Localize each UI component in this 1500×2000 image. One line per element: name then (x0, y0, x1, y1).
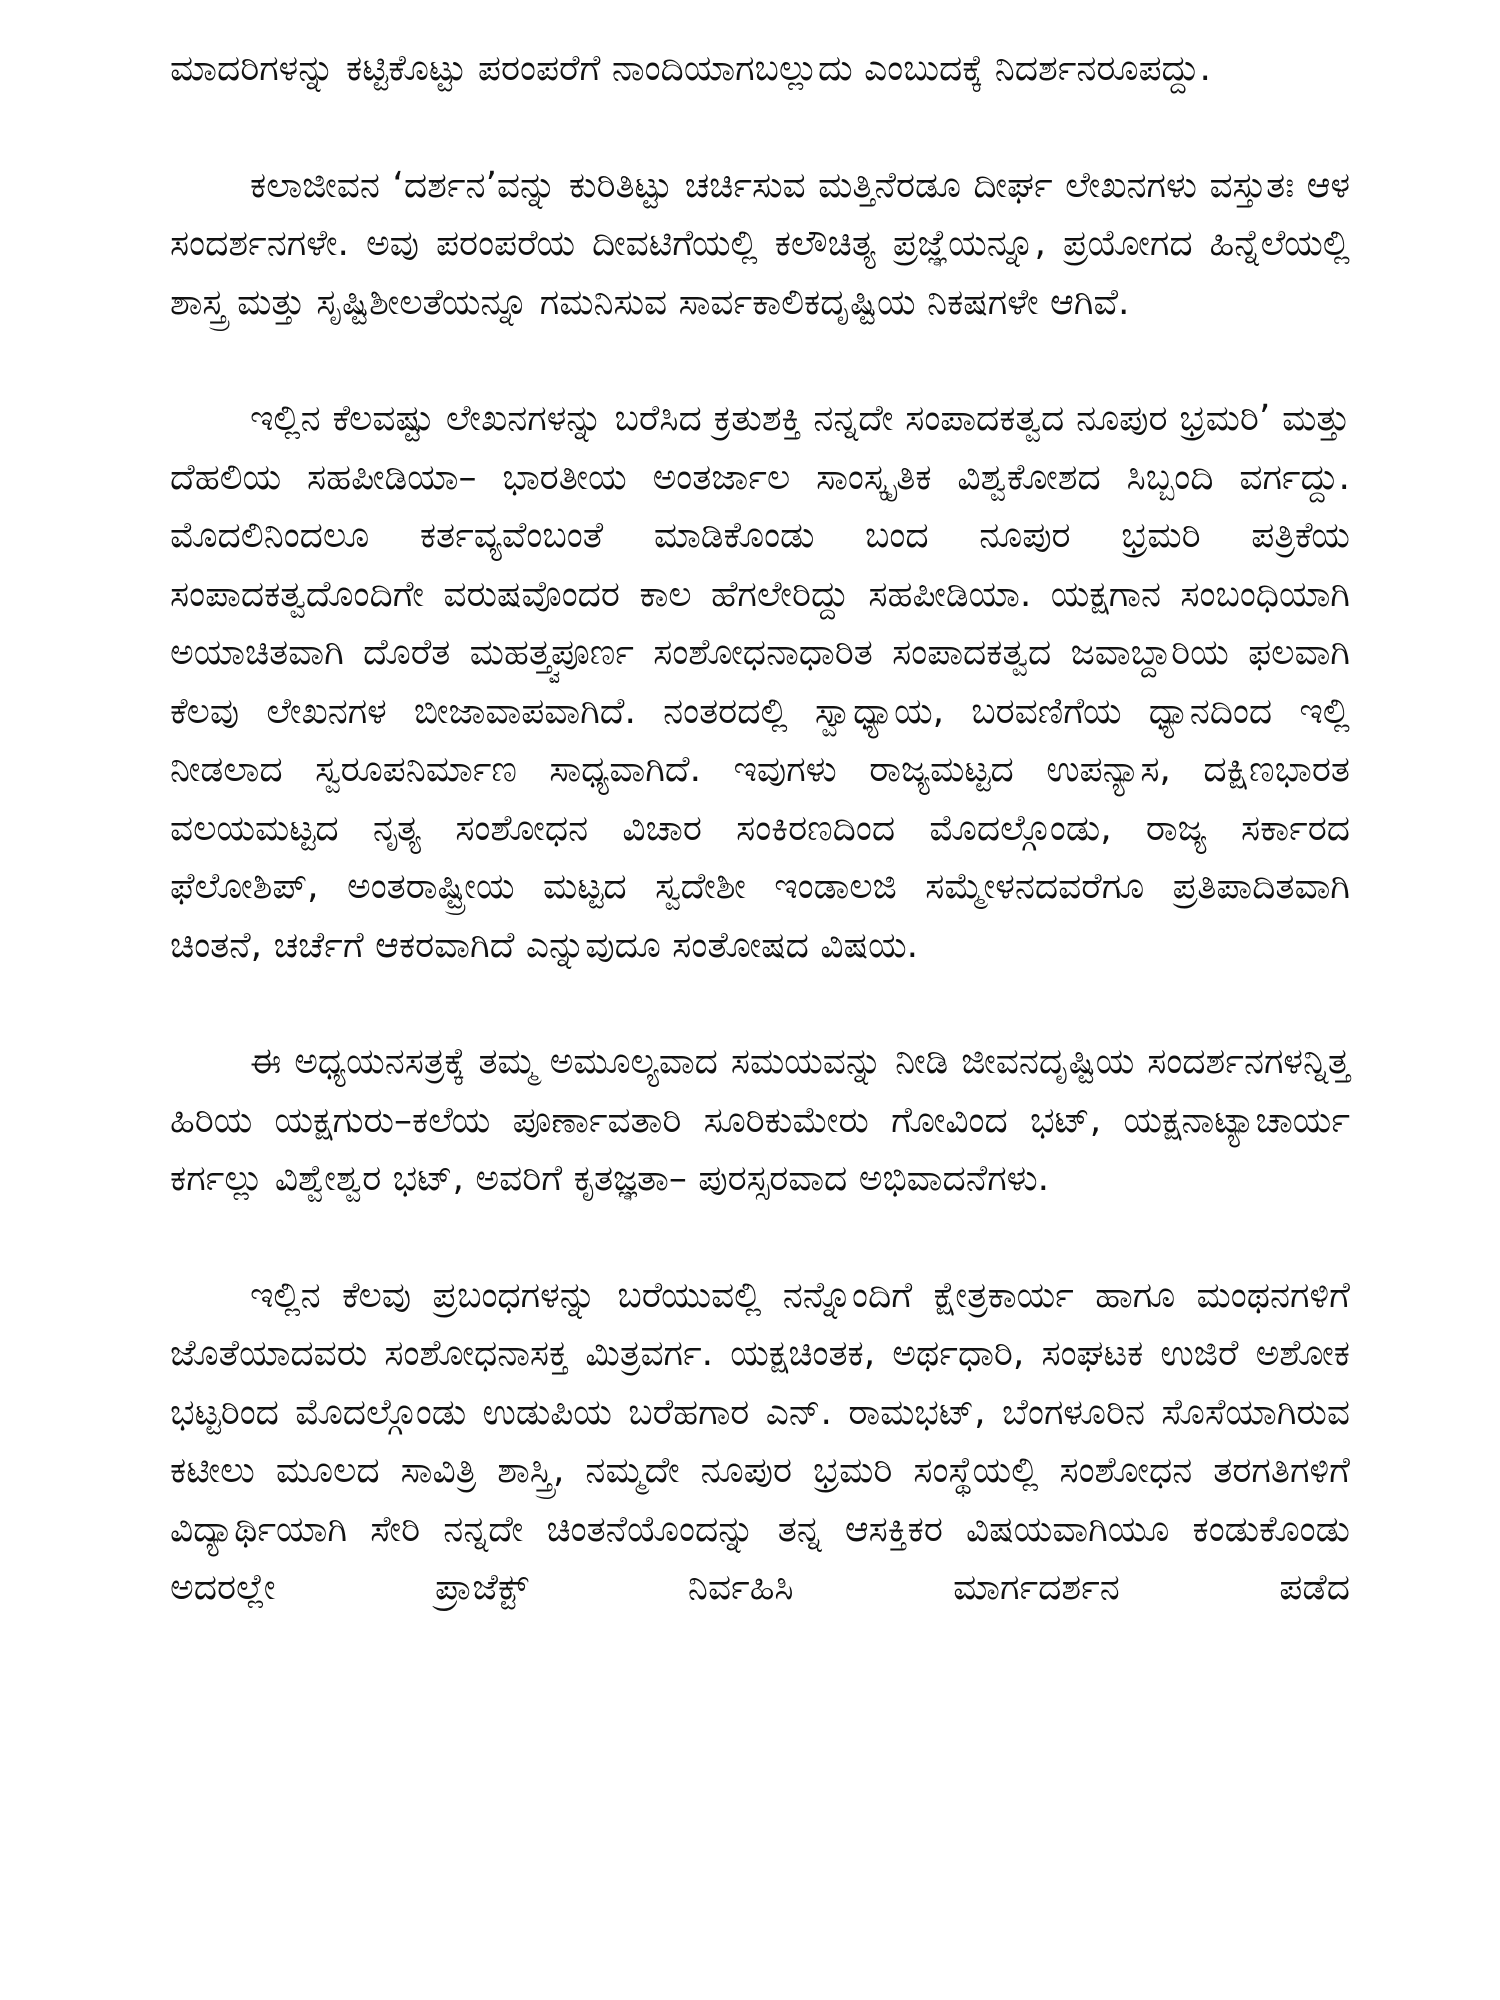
document-page (170, 40, 1350, 1618)
paragraph-lekhana-origin: ಇಲ್ಲಿನ ಕೆಲವಷ್ಟು ಲೇಖನಗಳನ್ನು ಬರೆಸಿದ ಕ್ರತುಶಕ್ತಿ ನನ್ನದೇ ಸಂಪಾದಕತ್ವದ ನೂಪುರ ಭ್ರಮರಿ’ ಮತ್ತು ದೆಹಲಿಯ ಸಹಪೀಡಿಯಾ– ಭಾರತೀಯ ಅಂತರ್ಜಾಲ ಸಾಂಸ್ಕೃತಿಕ ವಿಶ್ವಕೋಶದ ಸಿಬ್ಬಂದಿ ವರ್ಗದ್ದು. ಮೊದಲಿನಿಂದಲೂ ಕರ್ತವ್ಯವೆಂಬಂತೆ ಮಾಡಿಕೊಂಡು ಬಂದ ನೂಪುರ ಭ್ರಮರಿ ಪತ್ರಿಕೆಯ ಸಂಪಾದಕತ್ವದೊಂದಿಗೇ ವರುಷವೊಂದರ ಕಾಲ ಹೆಗಲೇರಿದ್ದು ಸಹಪೀಡಿಯಾ. ಯಕ್ಷಗಾನ ಸಂಬಂಧಿಯಾಗಿ ಅಯಾಚಿತವಾಗಿ ದೊರೆತ ಮಹತ್ತ್ವಪೂರ್ಣ ಸಂಶೋಧನಾಧಾರಿತ ಸಂಪಾದಕತ್ವದ ಜವಾಬ್ದಾರಿಯ ಫಲವಾಗಿ ಕೆಲವು ಲೇಖನಗಳ ಬೀಜಾವಾಪವಾಗಿದೆ. ನಂತರದಲ್ಲಿ ಸ್ವಾಧ್ಯಾಯ, ಬರವಣಿಗೆಯ ಧ್ಯಾನದಿಂದ ಇಲ್ಲಿ ನೀಡಲಾದ ಸ್ವರೂಪನಿರ್ಮಾಣ ಸಾಧ್ಯವಾಗಿದೆ. ಇವುಗಳು ರಾಜ್ಯಮಟ್ಟದ ಉಪನ್ಯಾಸ, ದಕ್ಷಿಣಭಾರತ ವಲಯಮಟ್ಟದ ನೃತ್ಯ ಸಂಶೋಧನ ವಿಚಾರ ಸಂಕಿರಣದಿಂದ ಮೊದಲ್ಗೊಂಡು, ರಾಜ್ಯ ಸರ್ಕಾರದ ಫೆಲೋಶಿಪ್, ಅಂತರಾಷ್ಟ್ರೀಯ ಮಟ್ಟದ ಸ್ವದೇಶೀ ಇಂಡಾಲಜಿ ಸಮ್ಮೇಳನದವರೆಗೂ ಪ್ರತಿಪಾದಿತವಾಗಿ ಚಿಂತನೆ, ಚರ್ಚೆಗೆ ಆಕರವಾಗಿದೆ ಎನ್ನುವುದೂ ಸಂತೋಷದ ವಿಷಯ. (170, 398, 1350, 966)
paragraph-research-friends: ಇಲ್ಲಿನ ಕೆಲವು ಪ್ರಬಂಧಗಳನ್ನು ಬರೆಯುವಲ್ಲಿ ನನ್ನೊಂದಿಗೆ ಕ್ಷೇತ್ರಕಾರ್ಯ ಹಾಗೂ ಮಂಥನಗಳಿಗೆ ಜೊತೆಯಾದವರು ಸಂಶೋಧನಾಸಕ್ತ ಮಿತ್ರವರ್ಗ. ಯಕ್ಷಚಿಂತಕ, ಅರ್ಥಧಾರಿ, ಸಂಘಟಕ ಉಜಿರೆ ಅಶೋಕ ಭಟ್ಟರಿಂದ ಮೊದಲ್ಗೊಂಡು ಉಡುಪಿಯ ಬರೆಹಗಾರ ಎನ್. ರಾಮಭಟ್, ಬೆಂಗಳೂರಿನ ಸೊಸೆಯಾಗಿರುವ ಕಟೀಲು ಮೂಲದ ಸಾವಿತ್ರಿ ಶಾಸ್ತ್ರಿ, ನಮ್ಮದೇ ನೂಪುರ ಭ್ರಮರಿ ಸಂಸ್ಥೆಯಲ್ಲಿ ಸಂಶೋಧನ ತರಗತಿಗಳಿಗೆ ವಿದ್ಯಾರ್ಥಿಯಾಗಿ ಸೇರಿ ನನ್ನದೇ ಚಿಂತನೆಯೊಂದನ್ನು ತನ್ನ ಆಸಕ್ತಿಕರ ವಿಷಯವಾಗಿಯೂ ಕಂಡುಕೊಂಡು ಅದರಲ್ಲೇ ಪ್ರಾಜೆಕ್ಟ್ ನಿರ್ವಹಿಸಿ ಮಾರ್ಗದರ್ಶನ ಪಡೆದ (170, 1274, 1350, 1608)
paragraph-kalajeevana-darshana: ಕಲಾಜೀವನ ‘ದರ್ಶನ’ವನ್ನು ಕುರಿತಿಟ್ಟು ಚರ್ಚಿಸುವ ಮತ್ತಿನೆರಡೂ ದೀರ್ಘ ಲೇಖನಗಳು ವಸ್ತುತಃ ಆಳ ಸಂದರ್ಶನಗಳೇ. ಅವು ಪರಂಪರೆಯ ದೀವಟಿಗೆಯಲ್ಲಿ ಕಲೌಚಿತ್ಯ ಪ್ರಜ್ಞೆಯನ್ನೂ, ಪ್ರಯೋಗದ ಹಿನ್ನೆಲೆಯಲ್ಲಿ ಶಾಸ್ತ್ರ ಮತ್ತು ಸೃಷ್ಟಿಶೀಲತೆಯನ್ನೂ ಗಮನಿಸುವ ಸಾರ್ವಕಾಲಿಕದೃಷ್ಟಿಯ ನಿಕಷಗಳೇ ಆಗಿವೆ. (170, 164, 1350, 323)
paragraph-gratitude-gurus: ಈ ಅಧ್ಯಯನಸತ್ರಕ್ಕೆ ತಮ್ಮ ಅಮೂಲ್ಯವಾದ ಸಮಯವನ್ನು ನೀಡಿ ಜೀವನದೃಷ್ಟಿಯ ಸಂದರ್ಶನಗಳನ್ನಿತ್ತ ಹಿರಿಯ ಯಕ್ಷಗುರು–ಕಲೆಯ ಪೂರ್ಣಾವತಾರಿ ಸೂರಿಕುಮೇರು ಗೋವಿಂದ ಭಟ್, ಯಕ್ಷನಾಟ್ಯಾಚಾರ್ಯ ಕರ್ಗಲ್ಲು ವಿಶ್ವೇಶ್ವರ ಭಟ್, ಅವರಿಗೆ ಕೃತಜ್ಞತಾ– ಪುರಸ್ಸರವಾದ ಅಭಿವಾದನೆಗಳು. (170, 1041, 1350, 1199)
paragraph-continuation: ಮಾದರಿಗಳನ್ನು ಕಟ್ಟಿಕೊಟ್ಟು ಪರಂಪರೆಗೆ ನಾಂದಿಯಾಗಬಲ್ಲುದು ಎಂಬುದಕ್ಕೆ ನಿದರ್ಶನರೂಪದ್ದು. (170, 48, 1211, 89)
